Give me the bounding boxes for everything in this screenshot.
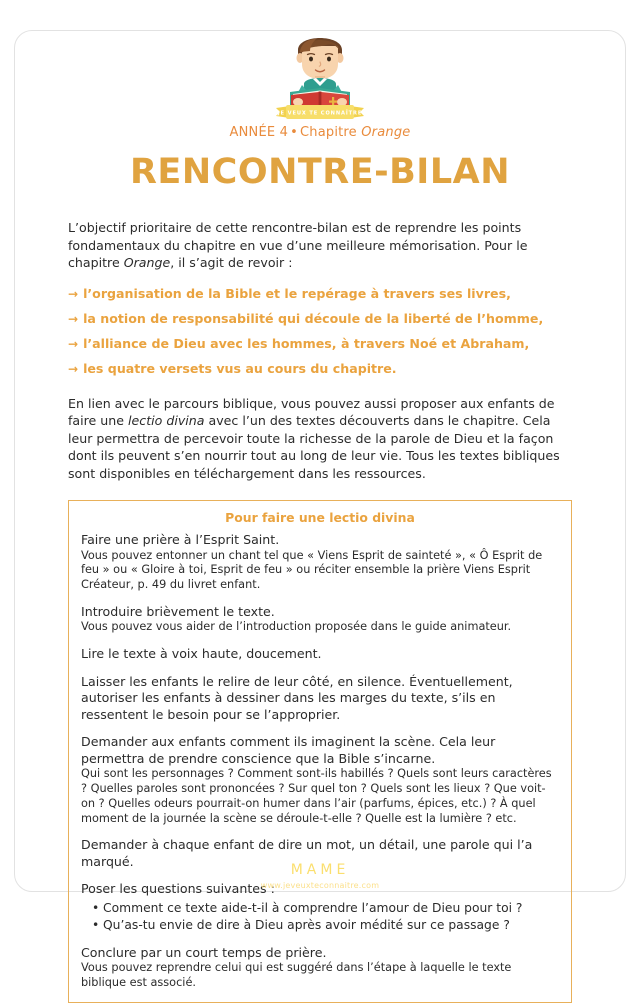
lectio-step-title: Faire une prière à l’Esprit Saint.	[81, 532, 280, 547]
lectio-step	[81, 532, 559, 593]
second-text-italic: lectio divina	[128, 413, 205, 428]
footer-website-url: www.jeveuxteconnaitre.com	[260, 881, 380, 890]
lectio-step	[81, 646, 559, 663]
lectio-step	[81, 604, 559, 635]
objective-label: l’alliance de Dieu avec les hommes, à travers Noé et Abraham,	[83, 335, 530, 351]
lectio-step-note: Vous pouvez entonner un chant tel que « Viens Esprit de sainteté », « Ô Esprit de feu » ou « Gloire à toi, Esprit de feu » ou réciter ensemble la prière Viens Esprit Créateur, p. 49 du livret enfant.	[81, 548, 543, 592]
intro-text-part1: L’objectif prioritaire de cette rencontre-bilan est de reprendre les points fondamentaux du chapitre en vue d’une meilleure mémorisation. Pour le chapitre	[68, 220, 528, 270]
second-text-part2: avec l’un des textes découverts dans le chapitre. Cela leur permettra de percevoir toute la richesse de la parole de Dieu et la façon dont ils peuvent s’en nourrir tout au long de leur vie. Tous les textes bibliques sont disponibles en téléchargement dans les ressources.	[68, 413, 560, 481]
objective-item	[68, 335, 572, 353]
second-text-part1: En lien avec le parcours biblique, vous pouvez aussi proposer aux enfants de faire une	[68, 395, 555, 428]
subtitle-separator-icon: •	[290, 125, 298, 140]
objective-item	[68, 360, 572, 378]
arrow-right-icon: →	[68, 311, 79, 326]
lectio-step-note: Vous pouvez vous aider de l’introduction proposée dans le guide animateur.	[81, 620, 512, 634]
lectio-question-item: • Comment ce texte aide-t-il à comprendre l’amour de Dieu pour toi ?	[103, 900, 559, 917]
lectio-question-item: • Qu’as-tu envie de dire à Dieu après avoir médité sur ce passage ?	[103, 917, 559, 934]
page-content	[0, 22, 640, 1003]
objective-item	[68, 310, 572, 328]
lectio-step-title: Demander à chaque enfant de dire un mot, un détail, une parole qui l’a marqué.	[81, 837, 533, 869]
objective-label: l’organisation de la Bible et le repérage à travers ses livres,	[83, 285, 511, 301]
lectio-step	[81, 674, 559, 724]
lectio-step	[81, 734, 559, 826]
objective-item	[68, 285, 572, 303]
lectio-step-title: Demander aux enfants comment ils imaginent la scène. Cela leur permettra de prendre conscience que la Bible s’incarne.	[81, 734, 496, 766]
subtitle-year: ANNÉE 4	[229, 125, 289, 140]
intro-text-italic: Orange	[123, 255, 171, 270]
breadcrumb-subtitle	[68, 125, 572, 140]
lectio-step-note: Qui sont les personnages ? Comment sont-ils habillés ? Quels sont leurs caractères ? Quelles paroles sont prononcées ? Sur quel ton ? Quels sont les lieux ? Que voit-on ? Quelles odeurs pourrait-on humer dans l’air (parfums, épices, etc.) ? À quel moment de la journée la scène se déroule-t-elle ? Quelle est la lumière ? etc.	[81, 767, 552, 825]
page-footer	[0, 862, 640, 890]
lectio-questions-intro: Poser les questions suivantes :	[81, 881, 275, 897]
objectives-list	[68, 285, 572, 378]
lectio-questions-list	[81, 900, 559, 934]
publisher-brand: MAME	[290, 862, 350, 878]
lectio-closing-note: Vous pouvez reprendre celui qui est suggéré dans l’étape à laquelle le texte biblique est associé.	[81, 961, 512, 990]
lectio-closing-step	[81, 945, 559, 991]
lectio-step-title: Lire le texte à voix haute, doucement.	[81, 646, 322, 662]
lectio-step-title: Introduire brièvement le texte.	[81, 603, 275, 619]
lectio-closing-title: Conclure par un court temps de prière.	[81, 944, 327, 960]
lectio-intro-paragraph	[68, 395, 572, 483]
subtitle-chapter-prefix: Chapitre	[299, 125, 357, 140]
lectio-divina-box	[68, 500, 572, 1003]
mascot-banner-text: JE VEUX TE CONNAÎTRE	[277, 110, 363, 117]
lectio-step-title: Laisser les enfants le relire de leur côté, en silence. Éventuellement, autoriser les enfants à dessiner dans les marges du texte, s’ils en ressentent le besoin pour se l’approprier.	[81, 673, 513, 722]
mascot-illustration-wrapper	[68, 22, 572, 122]
arrow-right-icon: →	[68, 286, 79, 301]
intro-text-part2: , il s’agit de revoir :	[170, 255, 293, 270]
boy-with-bible-icon	[260, 22, 380, 122]
subtitle-chapter-name: Orange	[361, 125, 411, 140]
arrow-right-icon: →	[68, 361, 79, 376]
objective-label: les quatre versets vus au cours du chapitre.	[83, 360, 397, 376]
page-title: RENCONTRE-BILAN	[129, 152, 511, 192]
arrow-right-icon: →	[68, 336, 79, 351]
objective-label: la notion de responsabilité qui découle de la liberté de l’homme,	[83, 310, 544, 326]
intro-paragraph	[68, 219, 572, 272]
document-page	[0, 22, 640, 990]
lectio-box-heading: Pour faire une lectio divina	[225, 510, 415, 525]
